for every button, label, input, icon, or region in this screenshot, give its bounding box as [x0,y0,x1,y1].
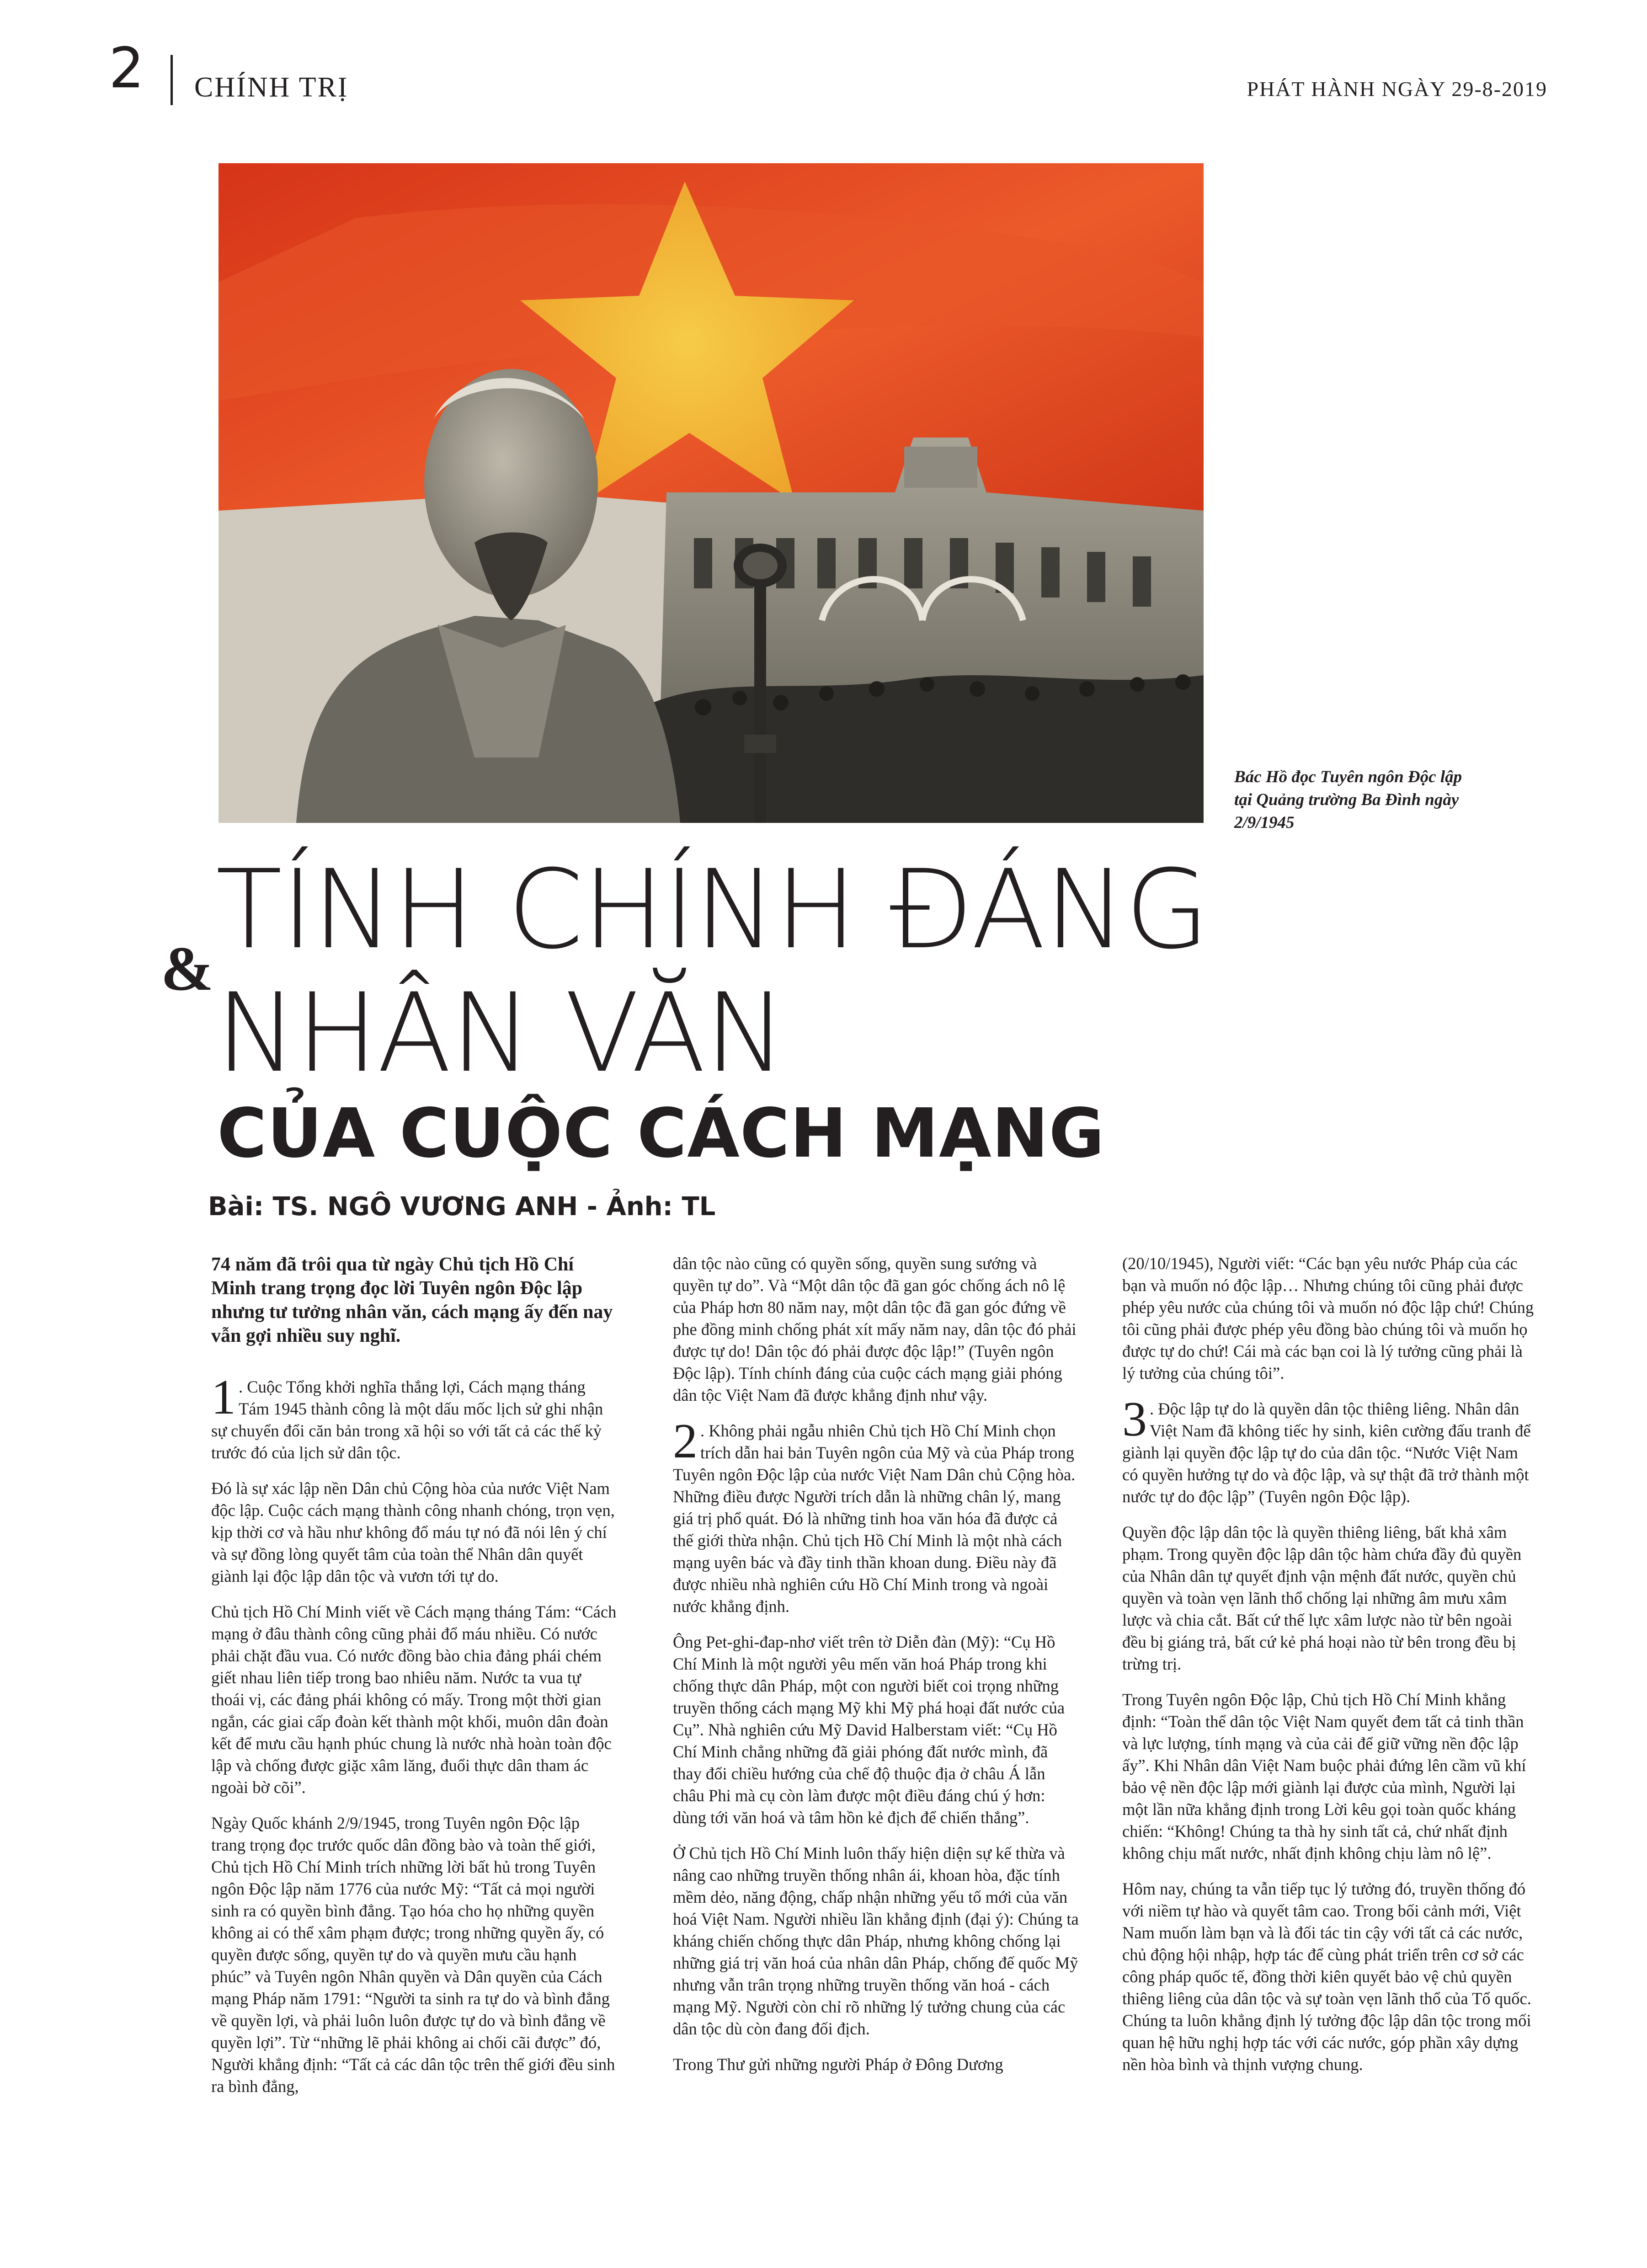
section-1-paragraph-4: Ngày Quốc khánh 2/9/1945, trong Tuyên ngôn Độc lập trang trọng đọc trước quốc dân đồng bào và toàn thế giới, Chủ tịch Hồ Chí Minh trích những lời bất hủ trong Tuyên ngôn Độc lập năm 1776 của nước Mỹ: “Tất cả mọi người sinh ra có quyền bình đẳng. Tạo hóa cho họ những quyền không ai có thể xâm phạm được; trong những quyền ấy, có quyền được sống, quyền tự do và quyền mưu cầu hạnh phúc” và Tuyên ngôn Nhân quyền và Dân quyền của Cách mạng Pháp năm 1791: “Người ta sinh ra tự do và bình đẳng về quyền lợi, và phải luôn luôn được tự do và bình đẳng về quyền lợi”. Từ “những lẽ phải không ai chối cãi được” đó, Người khẳng định: “Tất cả các dân tộc trên thế giới đều sinh ra bình đẳng, [211,1814,615,2096]
headline-line-2: NHÂN VĂN [216,970,785,1097]
section-2-paragraph-3: Ở Chủ tịch Hồ Chí Minh luôn thấy hiện diện sự kế thừa và nâng cao những truyền thống nhân ái, khoan hòa, đặc tính mềm dẻo, năng động, chấp nhận những yếu tố mới của văn hoá Việt Nam. Người nhiều lần khẳng định (đại ý): Chúng ta kháng chiến chống thực dân Pháp, nhưng không chống lại những giá trị văn hoá của nhân dân Pháp, chống đế quốc Mỹ nhưng vẫn trân trọng những truyền thống văn hoá - cách mạng Mỹ. Người còn chỉ rõ những lý tưởng chung của các dân tộc dù còn đang đối địch. [673,1844,1079,2038]
section-2-text: . Không phải ngẫu nhiên Chủ tịch Hồ Chí Minh chọn trích dẫn hai bản Tuyên ngôn của Mỹ và của Pháp trong Tuyên ngôn Độc lập của nước Việt Nam Dân chủ Cộng hòa. Những điều được Người trích dẫn là những chân lý, mang giá trị phổ quát. Đó là những tinh hoa văn hóa đã được cả thế giới thừa nhận. Chủ tịch Hồ Chí Minh là một nhà cách mạng uyên bác và đầy tinh thần khoan dung. Điều này đã được nhiều nhà nghiên cứu Hồ Chí Minh trong và ngoài nước khẳng định. [673,1421,1076,1616]
section-3-paragraph-2: Quyền độc lập dân tộc là quyền thiêng liêng, bất khả xâm phạm. Trong quyền độc lập dân tộc hàm chứa đầy đủ quyền của Nhân dân tự quyết định vận mệnh đất nước, quyền chủ quyền và toàn vẹn lãnh thổ chống lại những âm mưu xâm lược và chia cắt. Bất cứ thế lực xâm lược nào từ bên ngoài đều bị giáng trả, bất cứ kẻ phá hoại nào từ bên trong đều bị trừng trị. [1122,1523,1522,1673]
section-name: CHÍNH TRỊ [194,72,349,103]
article-column-2 [673,1253,1080,2089]
byline: Bài: TS. NGÔ VƯƠNG ANH - Ảnh: TL [208,1192,716,1222]
header-divider [171,55,173,105]
section-1-drop-cap: 1 [211,1370,236,1425]
section-1-paragraph-2: Đó là sự xác lập nền Dân chủ Cộng hòa của nước Việt Nam độc lập. Cuộc cách mạng thành công nhanh chóng, trọn vẹn, kịp thời cơ và hầu như không đổ máu tự nó đã nói lên ý chí và sự đồng lòng quyết tâm của toàn thể Nhân dân quyết giành lại độc lập dân tộc và vươn tới tự do. [211,1479,615,1585]
headline-ampersand: & [161,934,213,1003]
headline-line-1: TÍNH CHÍNH ĐÁNG [216,847,1209,973]
photo-caption: Bác Hồ đọc Tuyên ngôn Độc lập tại Quảng trường Ba Đình ngày 2/9/1945 [1234,768,1462,832]
article-column-3 [1122,1253,1537,2089]
column-3-continuation: (20/10/1945), Người viết: “Các bạn yêu nước Pháp của các bạn và muốn nó độc lập… Nhưng chúng tôi cũng phải được phép yêu nước của chúng tôi và muốn nó độc lập chứ! Chúng tôi cũng phải được phép yêu đồng bào chúng tôi và muốn họ được tự do chứ! Cái mà các bạn coi là lý tưởng cũng phải là lý tưởng của chúng tôi”. [1122,1254,1534,1382]
headline-line-3: CỦA CUỘC CÁCH MẠNG [217,1094,1105,1173]
section-3-paragraph-1 [1122,1392,1537,1508]
section-3-text: . Độc lập tự do là quyền dân tộc thiêng liêng. Nhân dân Việt Nam đã không tiếc hy sinh, kiên cường đấu tranh để giành lại quyền độc lập tự do của dân tộc. “Nước Việt Nam có quyền hưởng tự do và độc lập, và sự thật đã trở thành một nước tự do độc lập” (Tuyên ngôn Độc lập). [1122,1399,1531,1506]
page-number: 2 [109,36,144,101]
section-3-paragraph-3: Trong Tuyên ngôn Độc lập, Chủ tịch Hồ Chí Minh khẳng định: “Toàn thể dân tộc Việt Nam quyết đem tất cả tinh thần và lực lượng, tính mạng và của cải để giữ vững nền độc lập ấy”. Khi Nhân dân Việt Nam buộc phải đứng lên cầm vũ khí bảo vệ nền độc lập mới giành lại được của mình, Người lại một lần nữa khẳng định trong Lời kêu gọi toàn quốc kháng chiến: “Không! Chúng ta thà hy sinh tất cả, chứ nhất định không chịu mất nước, nhất định không chịu làm nô lệ”. [1122,1690,1526,1862]
column-2-continuation: dân tộc nào cũng có quyền sống, quyền sung sướng và quyền tự do”. Và “Một dân tộc đã gan góc chống ách nô lệ của Pháp hơn 80 năm nay, một dân tộc đã gan góc đứng về phe đồng minh chống phát xít mấy năm nay, dân tộc đó phải được tự do! Dân tộc đó phải được độc lập!” (Tuyên ngôn Độc lập). Tính chính đáng của cuộc cách mạng giải phóng dân tộc Việt Nam đã được khẳng định như vậy. [673,1254,1077,1404]
section-2-paragraph-4: Trong Thư gửi những người Pháp ở Đông Dương [673,2055,1003,2074]
section-1-paragraph-3: Chủ tịch Hồ Chí Minh viết về Cách mạng tháng Tám: “Cách mạng ở đâu thành công cũng phải đổ máu nhiều. Có nước phải chặt đầu vua. Có nước đồng bào chia đảng phái chém giết nhau liên tiếp trong bao nhiêu năm. Nước ta vua tự thoái vị, các đảng phái không có mấy. Trong một thời gian ngắn, các giai cấp đoàn kết thành một khối, muôn dân đoàn kết để mưu cầu hạnh phúc chung là nước nhà hoàn toàn độc lập và chống được giặc xâm lăng, đuổi thực dân tham ác ngoài bờ cõi”. [211,1602,617,1797]
section-2-drop-cap: 2 [673,1414,698,1468]
section-2-paragraph-1 [673,1414,1080,1617]
section-2-paragraph-2: Ông Pet-ghi-đap-nhơ viết trên tờ Diễn đàn (Mỹ): “Cụ Hồ Chí Minh là một người yêu mến văn hoá Pháp trong khi chống thực dân Pháp, một con người biết coi trọng những truyền thống cách mạng Mỹ khi Mỹ phá hoại đất nước của Cụ”. Nhà nghiên cứu Mỹ David Halberstam viết: “Cụ Hồ Chí Minh chẳng những đã giải phóng đất nước mình, đã thay đổi chiều hướng của chế độ thuộc địa ở châu Á lẫn châu Phi mà cụ còn làm được một điều đáng chú ý hơn: dùng tới văn hoá và tâm hồn kẻ địch để chiến thắng”. [673,1633,1065,1827]
issue-date: PHÁT HÀNH NGÀY 29-8-2019 [1247,77,1547,101]
section-1-paragraph-1 [211,1370,618,1464]
section-1-text: . Cuộc Tổng khởi nghĩa thắng lợi, Cách mạng tháng Tám 1945 thành công là một dấu mốc lịch sử ghi nhận sự chuyển đổi căn bản trong xã hội so với tất cả các thế kỷ trước đó của lịch sử dân tộc. [211,1377,603,1462]
article-column-1 [211,1253,618,2111]
article-lead: 74 năm đã trôi qua từ ngày Chủ tịch Hồ Chí Minh trang trọng đọc lời Tuyên ngôn Độc lập nhưng tư tưởng nhân văn, cách mạng ấy đến nay vẫn gợi nhiều suy nghĩ. [211,1254,613,1346]
section-3-paragraph-4: Hôm nay, chúng ta vẫn tiếp tục lý tưởng đó, truyền thống đó với niềm tự hào và quyết tâm cao. Trong bối cảnh mới, Việt Nam muốn làm bạn và là đối tác tin cậy với tất cả các nước, chủ động hội nhập, hợp tác để cùng phát triển trên cơ sở các công pháp quốc tế, đồng thời kiên quyết bảo vệ chủ quyền thiêng liêng của dân tộc và sự toàn vẹn lãnh thổ của Tổ quốc. Chúng ta luôn khẳng định lý tưởng độc lập dân tộc trong mối quan hệ hữu nghị hợp tác với các nước, góp phần xây dựng nền hòa bình và thịnh vượng chung. [1122,1879,1531,2074]
article-photo [219,163,1204,823]
section-3-drop-cap: 3 [1122,1392,1147,1446]
